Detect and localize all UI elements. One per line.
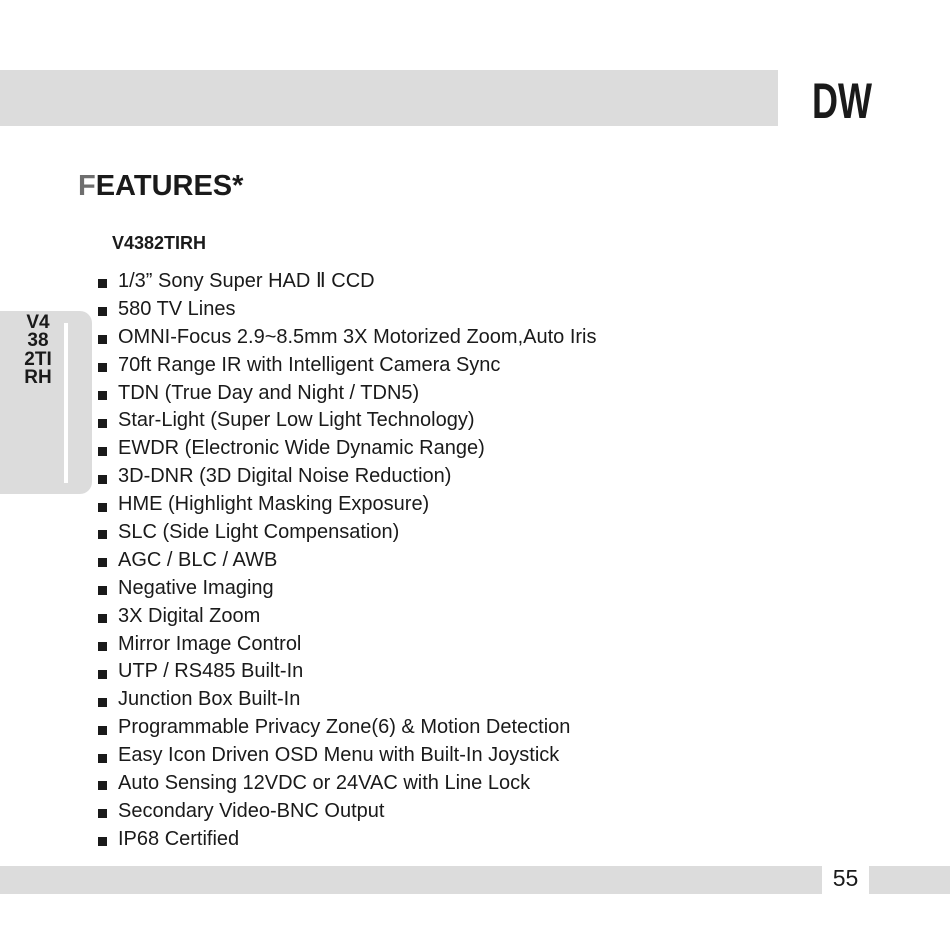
feature-item xyxy=(98,352,597,380)
square-bullet-icon xyxy=(98,558,107,567)
feature-text: Programmable Privacy Zone(6) & Motion Detection xyxy=(118,716,571,739)
feature-item xyxy=(98,575,597,603)
feature-text: 70ft Range IR with Intelligent Camera Sync xyxy=(118,353,501,376)
square-bullet-icon xyxy=(98,809,107,818)
feature-item xyxy=(98,547,597,575)
feature-item xyxy=(98,463,597,491)
footer-band-left xyxy=(0,866,822,894)
feature-text: UTP / RS485 Built-In xyxy=(118,660,304,683)
side-tab-label: V4382TIRH xyxy=(24,312,52,388)
square-bullet-icon xyxy=(98,530,107,539)
feature-item xyxy=(98,798,597,826)
square-bullet-icon xyxy=(98,614,107,623)
feature-text: 1/3” Sony Super HAD Ⅱ CCD xyxy=(118,270,375,292)
feature-text: Mirror Image Control xyxy=(118,632,302,655)
feature-item xyxy=(98,603,597,631)
title-rest: EATURES* xyxy=(95,170,244,202)
square-bullet-icon xyxy=(98,419,107,428)
side-tab-rail xyxy=(64,323,68,483)
feature-text: 580 TV Lines xyxy=(118,297,236,320)
feature-text: OMNI-Focus 2.9~8.5mm 3X Motorized Zoom,Auto Iris xyxy=(118,325,597,348)
feature-item xyxy=(98,770,597,798)
feature-text: IP68 Certified xyxy=(118,827,240,850)
feature-item xyxy=(98,742,597,770)
feature-item xyxy=(98,491,597,519)
title-first-letter: F xyxy=(78,170,96,202)
feature-item xyxy=(98,435,597,463)
square-bullet-icon xyxy=(98,503,107,512)
dw-logo xyxy=(812,70,874,129)
square-bullet-icon xyxy=(98,754,107,763)
square-bullet-icon xyxy=(98,335,107,344)
square-bullet-icon xyxy=(98,307,107,316)
feature-item xyxy=(98,714,597,742)
square-bullet-icon xyxy=(98,363,107,372)
feature-text: TDN (True Day and Night / TDN5) xyxy=(118,381,420,404)
square-bullet-icon xyxy=(98,586,107,595)
square-bullet-icon xyxy=(98,781,107,790)
feature-item xyxy=(98,407,597,435)
model-heading: V4382TIRH xyxy=(112,233,207,253)
square-bullet-icon xyxy=(98,837,107,846)
square-bullet-icon xyxy=(98,447,107,456)
feature-text: 3X Digital Zoom xyxy=(118,604,261,627)
footer-band-right xyxy=(869,866,950,894)
feature-item xyxy=(98,631,597,659)
page-number: 55 xyxy=(832,865,859,891)
feature-text: Auto Sensing 12VDC or 24VAC with Line Lock xyxy=(118,772,531,795)
feature-text: Secondary Video-BNC Output xyxy=(118,799,385,822)
feature-item xyxy=(98,324,597,352)
square-bullet-icon xyxy=(98,726,107,735)
feature-text: AGC / BLC / AWB xyxy=(118,548,278,571)
feature-item xyxy=(98,658,597,686)
square-bullet-icon xyxy=(98,642,107,651)
feature-text: Junction Box Built-In xyxy=(118,688,301,711)
feature-text: 3D-DNR (3D Digital Noise Reduction) xyxy=(118,465,452,488)
feature-item xyxy=(98,686,597,714)
page-title xyxy=(78,166,243,206)
feature-text: SLC (Side Light Compensation) xyxy=(118,521,400,544)
feature-item xyxy=(98,826,597,854)
feature-list xyxy=(98,268,597,854)
logo-text: DW xyxy=(812,73,873,129)
square-bullet-icon xyxy=(98,698,107,707)
square-bullet-icon xyxy=(98,391,107,400)
header-band xyxy=(0,70,778,126)
square-bullet-icon xyxy=(98,279,107,288)
feature-text: HME (Highlight Masking Exposure) xyxy=(118,493,430,516)
square-bullet-icon xyxy=(98,475,107,484)
feature-item xyxy=(98,296,597,324)
feature-item xyxy=(98,268,597,296)
feature-text: Negative Imaging xyxy=(118,576,274,599)
feature-item xyxy=(98,380,597,408)
feature-text: Star-Light (Super Low Light Technology) xyxy=(118,409,475,432)
feature-text: Easy Icon Driven OSD Menu with Built-In Joystick xyxy=(118,744,560,767)
feature-item xyxy=(98,519,597,547)
square-bullet-icon xyxy=(98,670,107,679)
feature-text: EWDR (Electronic Wide Dynamic Range) xyxy=(118,437,485,460)
